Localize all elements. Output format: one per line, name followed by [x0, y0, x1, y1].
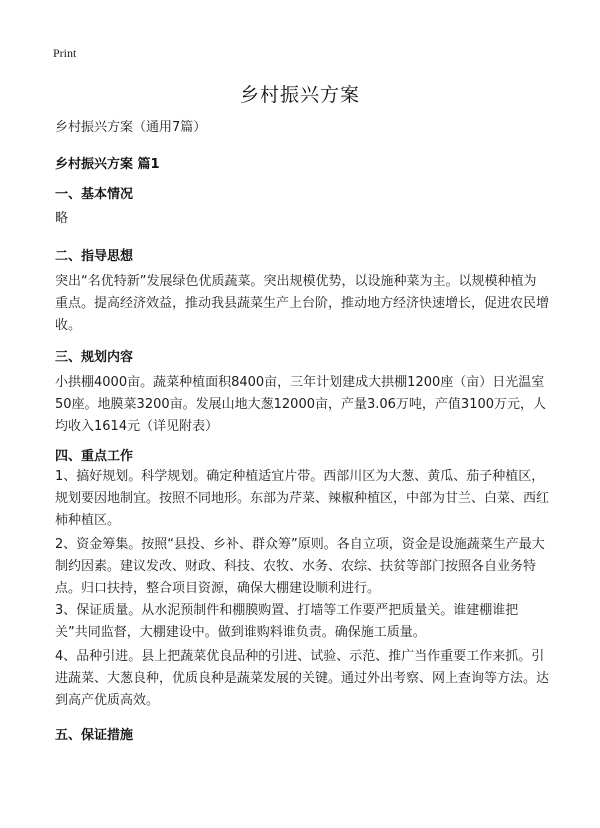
- key-work-item: 3、保证质量。从水泥预制件和棚膜购置、打墙等工作要严把质量关。谁建棚谁把关”共同监督，大棚建设中。做到谁购料谁负责。确保施工质量。: [55, 603, 519, 640]
- page-title: 乡村振兴方案: [239, 84, 360, 106]
- section-heading-guarantee: 五、保证措施: [55, 728, 134, 743]
- article-heading: 乡村振兴方案 篇1: [55, 157, 160, 172]
- print-link[interactable]: Print: [53, 46, 77, 60]
- section-body-guiding: 突出“名优特新”发展绿色优质蔬菜。突出规模优势，以设施种菜为主。以规模种植为重点。提高经济效益，推动我县蔬菜生产上台阶，推动地方经济快速增长，促进农民增收。: [55, 274, 550, 333]
- document-subtitle: 乡村振兴方案（通用7篇）: [55, 120, 207, 135]
- section-heading-guiding: 二、指导思想: [55, 249, 134, 264]
- section-heading-planning: 三、规划内容: [55, 350, 134, 365]
- section-heading-basic: 一、基本情况: [55, 187, 134, 202]
- section-body-planning: 小拱棚4000亩。蔬菜种植面积8400亩，三年计划建成大拱棚1200座（亩）日光温室50座。地膜菜3200亩。发展山地大葱12000亩，产量3.06万吨，产值3100万元，人均收入1614元（详见附表）: [55, 375, 547, 434]
- key-work-item: 2、资金筹集。按照“县投、乡补、群众筹”原则。各自立项，资金是设施蔬菜生产最大制约因素。建议发改、财政、科技、农牧、水务、农综、扶贫等部门按照各自业务特点。归口扶持，整合项目资源，确保大棚建设顺利进行。: [55, 537, 545, 596]
- key-work-item: 4、品种引进。县上把蔬菜优良品种的引进、试验、示范、推广当作重要工作来抓。引进蔬菜、大葱良种，优质良种是蔬菜发展的关键。通过外出考察、网上查询等方法。达到高产优质高效。: [55, 649, 550, 708]
- key-work-item: 1、搞好规划。科学规划。确定种植适宜片带。西部川区为大葱、黄瓜、茄子种植区，规划要因地制宜。按照不同地形。东部为芹菜、辣椒种植区，中部为甘兰、白菜、西红柿种植区。: [55, 469, 550, 528]
- section-body-basic: 略: [55, 211, 69, 226]
- section-heading-key-work: 四、重点工作: [55, 449, 134, 464]
